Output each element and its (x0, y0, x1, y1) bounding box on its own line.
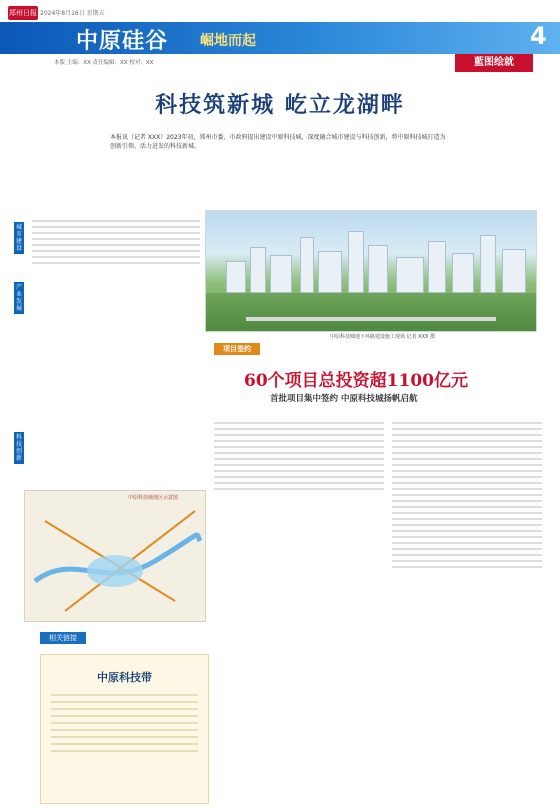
page-number: 4 (530, 22, 547, 50)
photo-caption: 中原科技城地下环路建设施工现场 记者 XXX 摄 (330, 334, 436, 340)
city-map (24, 490, 206, 622)
editor-credits: 本版 主编：XX 责任编辑：XX 校对：XX (54, 60, 154, 66)
main-headline: 科技筑新城 屹立龙湖畔 (155, 92, 405, 118)
section-badge: 藍图绘就 (455, 54, 533, 72)
science-box-tag: 相关链接 (40, 632, 86, 644)
body-column-3 (392, 418, 542, 798)
sidebar-tag-2: 产业发展 (15, 284, 22, 312)
project-tag: 项目签约 (214, 343, 260, 355)
science-box-body (51, 689, 198, 793)
sidebar-tag-3: 科技创新 (15, 434, 22, 462)
secondary-subheadline: 首批项目集中签约 中原科技城扬帆启航 (270, 394, 418, 404)
map-graphic (25, 491, 205, 621)
secondary-headline: 60个项目总投资超1100亿元 (244, 371, 468, 391)
column-title: 中原硅谷 (76, 28, 169, 54)
body-column-2 (214, 418, 384, 566)
lead-paragraph: 本报讯（记者 XXX）2023年初，郑州市委、市政府提出建设中原科技城，深度融合城市建设与科技创新，将中原科技城打造为创新引领、活力迸发的科技新城。 (110, 134, 446, 150)
issue-date: 2024年8月16日 星期五 (40, 10, 105, 17)
body-column-1 (32, 216, 200, 280)
sidebar-tag-1: 城市建设 (15, 224, 22, 252)
map-title: 中原科技城地区示意图 (128, 495, 179, 501)
science-box-title: 中原科技带 (97, 671, 152, 684)
column-subtitle: 崛地而起 (200, 33, 256, 49)
science-box (40, 654, 209, 804)
newspaper-logo: 郑州日报 (8, 6, 38, 20)
city-photo (205, 210, 537, 332)
